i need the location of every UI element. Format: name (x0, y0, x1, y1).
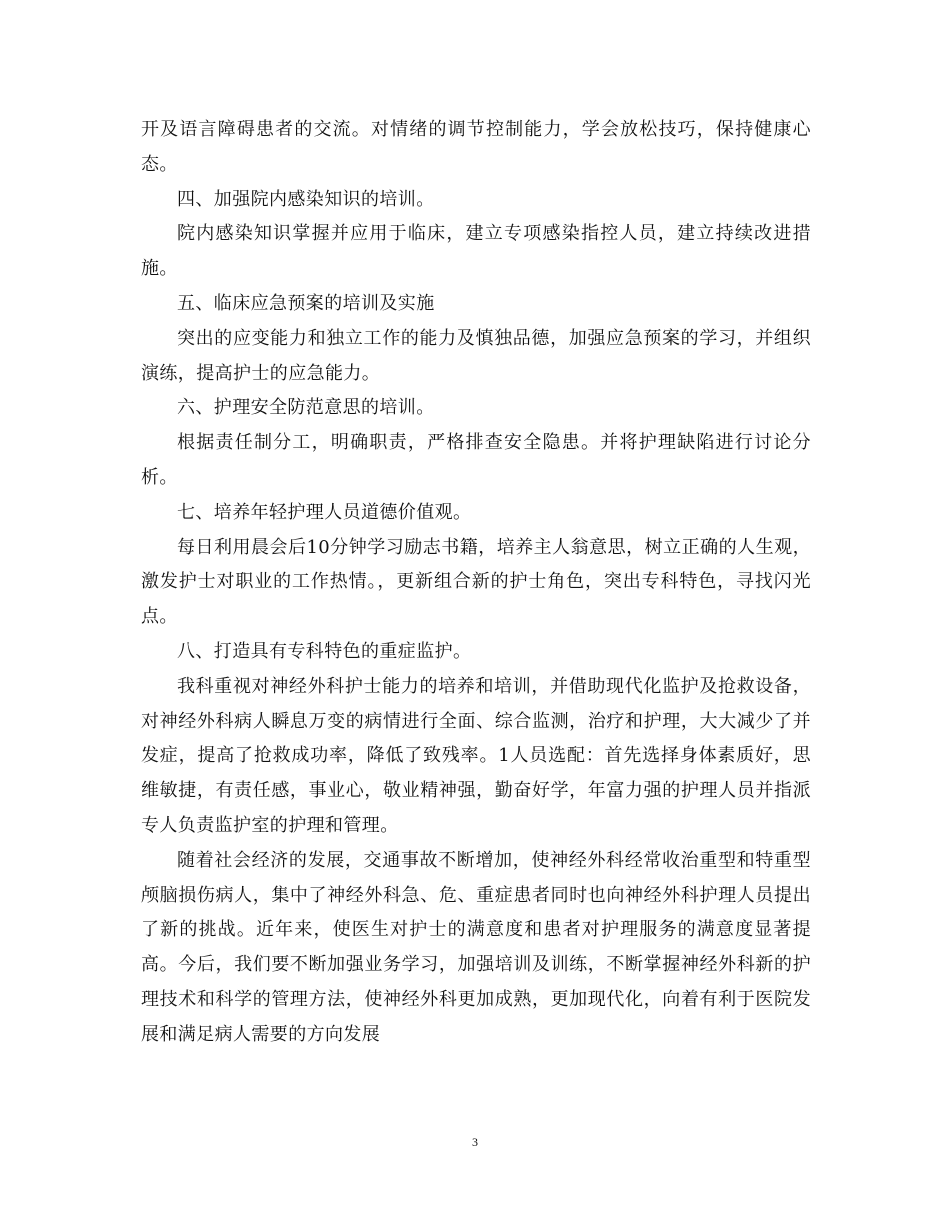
heading-section-8: 八、打造具有专科特色的重症监护。 (177, 640, 472, 662)
paragraph-section-4: 院内感染知识掌握并应用于临床，建立专项感染指控人员，建立持续改进措施。 (141, 223, 811, 280)
page-number: 3 (472, 1135, 478, 1149)
paragraph-section-8: 我科重视对神经外科护士能力的培养和培训，并借助现代化监护及抢救设备，对神经外科病人瞬息万变的病情进行全面、综合监测，治疗和护理，大大减少了并发症，提高了抢救成功率，降低了致残率。1人员选配：首先选择身体素质好，思维敏捷，有责任感，事业心，敬业精神强，勤奋好学，年富力强的护理人员并指派专人负责监护室的护理和管理。 (141, 675, 811, 836)
paragraph-conclusion: 随着社会经济的发展，交通事故不断增加，使神经外科经常收治重型和特重型颅脑损伤病人，集中了神经外科急、危、重症患者同时也向神经外科护理人员提出了新的挑战。近年来，使医生对护士的满意度和患者对护理服务的满意度显著提高。今后，我们要不断加强业务学习，加强培训及训练，不断掌握神经外科新的护理技术和科学的管理方法，使神经外科更加成熟，更加现代化，向着有利于医院发展和满足病人需要的方向发展 (141, 849, 811, 1045)
paragraph-section-7: 每日利用晨会后10分钟学习励志书籍，培养主人翁意思，树立正确的人生观，激发护士对职业的工作热情。，更新组合新的护士角色，突出专科特色，寻找闪光点。 (141, 536, 811, 628)
heading-section-5: 五、临床应急预案的培训及实施 (177, 292, 435, 314)
paragraph-continuation: 开及语言障碍患者的交流。对情绪的调节控制能力，学会放松技巧，保持健康心态。 (141, 119, 811, 175)
paragraph-section-6: 根据责任制分工，明确职责，严格排查安全隐患。并将护理缺陷进行讨论分析。 (141, 432, 811, 488)
heading-section-7: 七、培养年轻护理人员道德价值观。 (177, 501, 472, 523)
document-body (141, 113, 811, 1053)
heading-section-4: 四、加强院内感染知识的培训。 (177, 188, 435, 210)
heading-section-6: 六、护理安全防范意思的培训。 (177, 397, 435, 419)
paragraph-section-5: 突出的应变能力和独立工作的能力及慎独品德，加强应急预案的学习，并组织演练，提高护士的应急能力。 (141, 327, 811, 384)
